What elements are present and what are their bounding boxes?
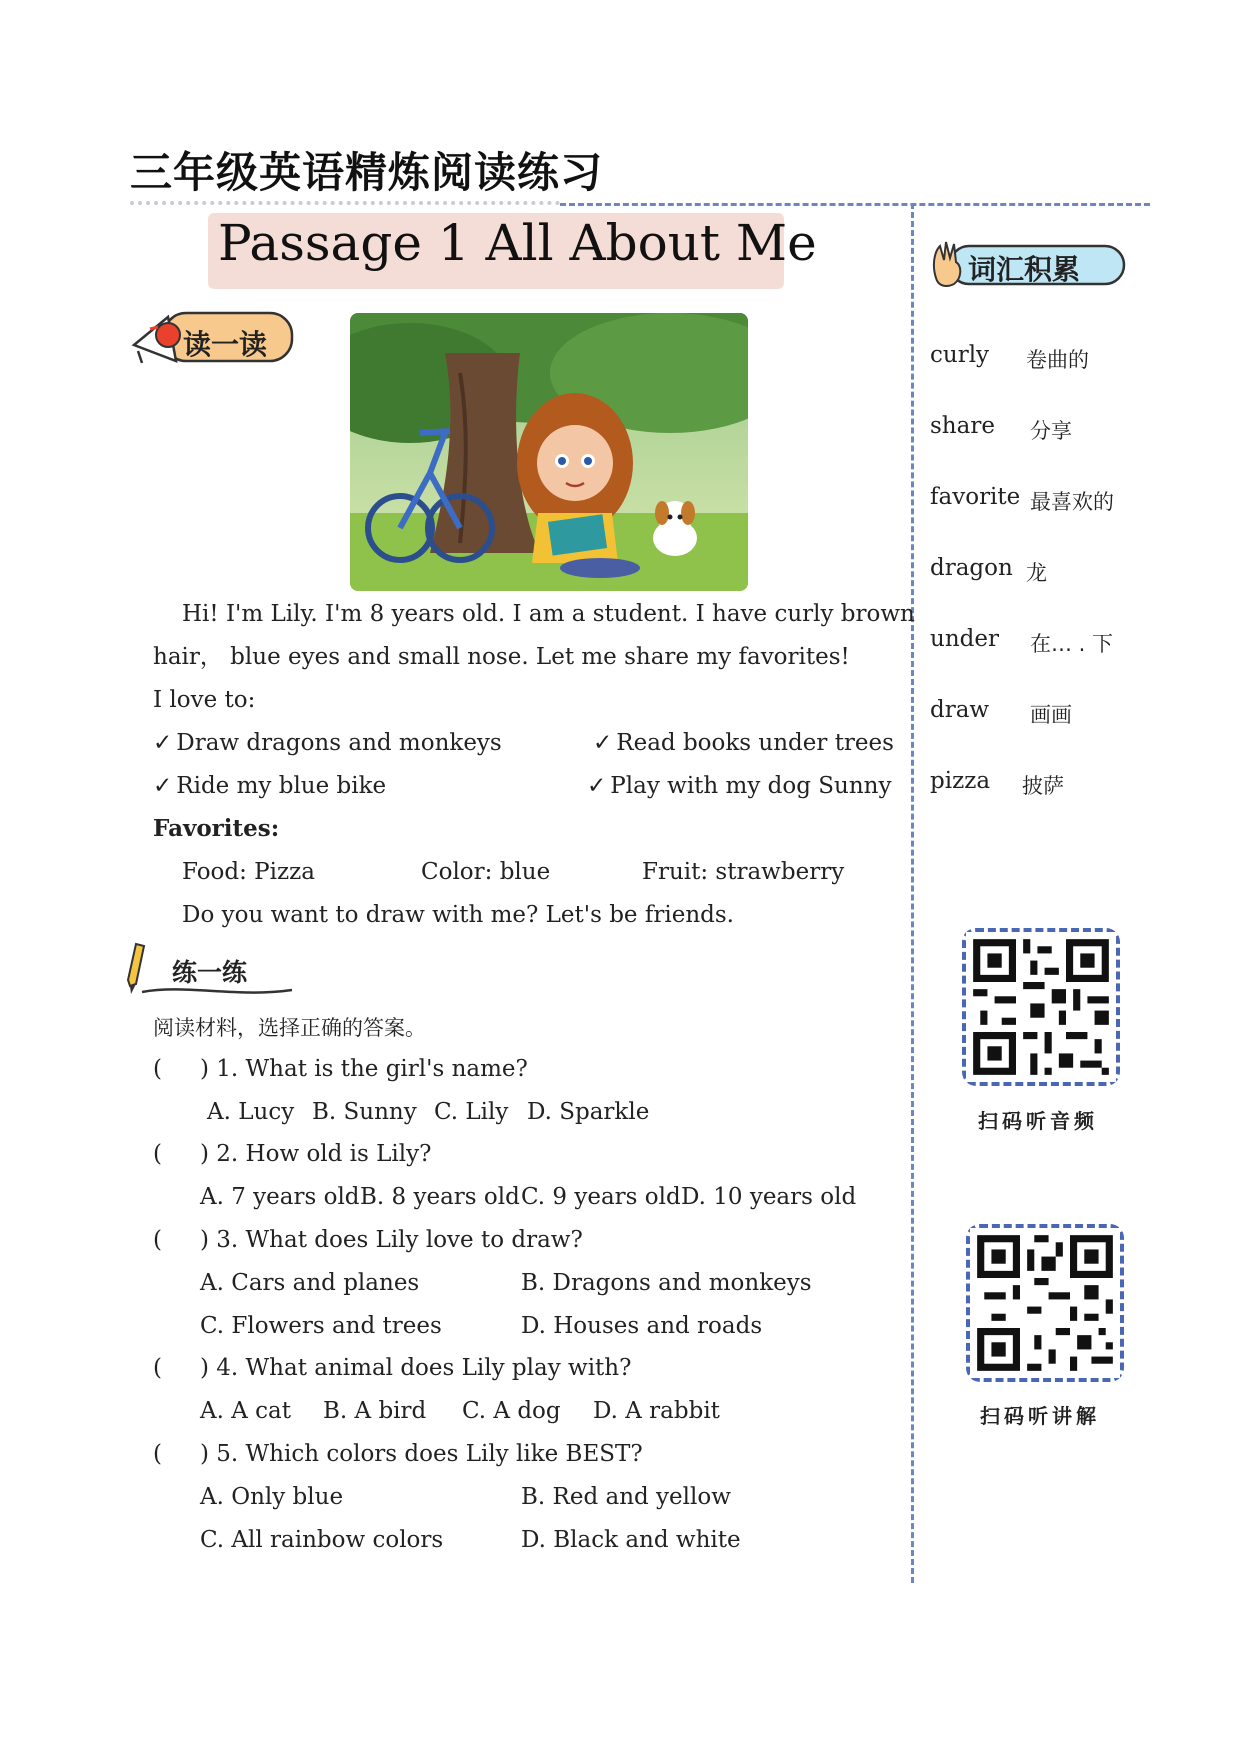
favorite-color: Color: blue xyxy=(421,859,551,885)
option-3b: B. Dragons and monkeys xyxy=(521,1270,812,1296)
love-item-text: Ride my blue bike xyxy=(176,773,387,799)
favorite-food: Food: Pizza xyxy=(182,859,315,885)
answer-blank[interactable]: ( xyxy=(153,1355,162,1381)
option-4d: D. A rabbit xyxy=(593,1398,720,1424)
love-item-4 xyxy=(587,772,891,800)
love-item-text: Read books under trees xyxy=(616,730,894,756)
answer-blank[interactable]: ( xyxy=(153,1141,162,1167)
passage-line-2: hair， blue eyes and small nose. Let me share my favorites! xyxy=(153,644,850,670)
qr-code-icon xyxy=(966,932,1116,1082)
lecture-qr-code[interactable] xyxy=(966,1224,1124,1382)
question-4: ) 4. What animal does Lily play with? xyxy=(200,1355,632,1381)
favorites-heading: Favorites: xyxy=(153,815,280,842)
option-5d: D. Black and white xyxy=(521,1527,741,1553)
lecture-qr-caption: 扫码听讲解 xyxy=(980,1404,1100,1428)
vocab-word-dragon: dragon xyxy=(930,555,1013,581)
page-title: 三年级英语精炼阅读练习 xyxy=(130,148,604,197)
vocab-meaning-draw: 画画 xyxy=(1030,703,1072,727)
answer-blank[interactable]: ( xyxy=(153,1441,162,1467)
vocab-meaning-dragon: 龙 xyxy=(1026,561,1047,585)
love-item-2 xyxy=(593,729,894,757)
vocab-word-under: under xyxy=(930,626,999,652)
option-3c: C. Flowers and trees xyxy=(200,1313,442,1339)
question-5: ) 5. Which colors does Lily like BEST? xyxy=(200,1441,643,1467)
option-5a: A. Only blue xyxy=(200,1484,344,1510)
option-1d: D. Sparkle xyxy=(527,1099,650,1125)
check-icon: ✓ xyxy=(153,730,173,756)
option-2d: D. 10 years old xyxy=(681,1184,857,1210)
option-4a: A. A cat xyxy=(200,1398,291,1424)
option-1a: A. Lucy xyxy=(207,1099,295,1125)
option-1b: B. Sunny xyxy=(312,1099,417,1125)
option-5b: B. Red and yellow xyxy=(521,1484,731,1510)
girl-reading-illustration xyxy=(350,313,748,591)
passage-line-1: Hi! I'm Lily. I'm 8 years old. I am a student. I have curly brown xyxy=(182,601,915,627)
option-5c: C. All rainbow colors xyxy=(200,1527,444,1553)
love-item-text: Draw dragons and monkeys xyxy=(176,730,502,756)
vocab-meaning-share: 分享 xyxy=(1030,419,1072,443)
love-item-1 xyxy=(153,729,502,757)
question-1: ) 1. What is the girl's name? xyxy=(200,1056,528,1082)
love-item-text: Play with my dog Sunny xyxy=(610,773,892,799)
read-section-label: 读一读 xyxy=(183,328,268,361)
answer-blank[interactable]: ( xyxy=(153,1227,162,1253)
question-2: ) 2. How old is Lily? xyxy=(200,1141,432,1167)
practice-section-label: 练一练 xyxy=(172,958,248,987)
passage-title: Passage 1 All About Me xyxy=(218,214,817,272)
question-3: ) 3. What does Lily love to draw? xyxy=(200,1227,583,1253)
audio-qr-caption: 扫码听音频 xyxy=(978,1109,1098,1133)
vocab-word-favorite: favorite xyxy=(930,484,1021,510)
practice-instruction: 阅读材料，选择正确的答案。 xyxy=(153,1016,426,1040)
option-4c: C. A dog xyxy=(462,1398,561,1424)
answer-blank[interactable]: ( xyxy=(153,1056,162,1082)
vocab-meaning-favorite: 最喜欢的 xyxy=(1030,490,1114,514)
column-divider xyxy=(911,203,914,1583)
vocab-word-share: share xyxy=(930,413,995,439)
vocab-word-draw: draw xyxy=(930,697,990,723)
vocab-word-curly: curly xyxy=(930,342,990,368)
favorite-fruit: Fruit: strawberry xyxy=(642,859,845,885)
option-2a: A. 7 years old xyxy=(200,1184,360,1210)
check-icon: ✓ xyxy=(153,773,173,799)
audio-qr-code[interactable] xyxy=(962,928,1120,1086)
vocab-meaning-pizza: 披萨 xyxy=(1022,774,1064,798)
vocab-section-label: 词汇积累 xyxy=(968,253,1081,286)
option-2b: B. 8 years old xyxy=(360,1184,520,1210)
check-icon: ✓ xyxy=(587,773,607,799)
qr-code-icon xyxy=(970,1228,1120,1378)
option-1c: C. Lily xyxy=(434,1099,509,1125)
vocab-meaning-under: 在… . 下 xyxy=(1030,632,1114,656)
passage-closing: Do you want to draw with me? Let's be friends. xyxy=(182,902,734,928)
love-heading: I love to: xyxy=(153,687,256,713)
love-item-3 xyxy=(153,772,386,800)
option-4b: B. A bird xyxy=(323,1398,427,1424)
vocab-meaning-curly: 卷曲的 xyxy=(1026,348,1089,372)
option-3d: D. Houses and roads xyxy=(521,1313,763,1339)
option-3a: A. Cars and planes xyxy=(200,1270,420,1296)
top-divider xyxy=(560,203,1150,206)
vocab-word-pizza: pizza xyxy=(930,768,991,794)
option-2c: C. 9 years old xyxy=(521,1184,681,1210)
check-icon: ✓ xyxy=(593,730,613,756)
title-underline xyxy=(130,201,560,205)
